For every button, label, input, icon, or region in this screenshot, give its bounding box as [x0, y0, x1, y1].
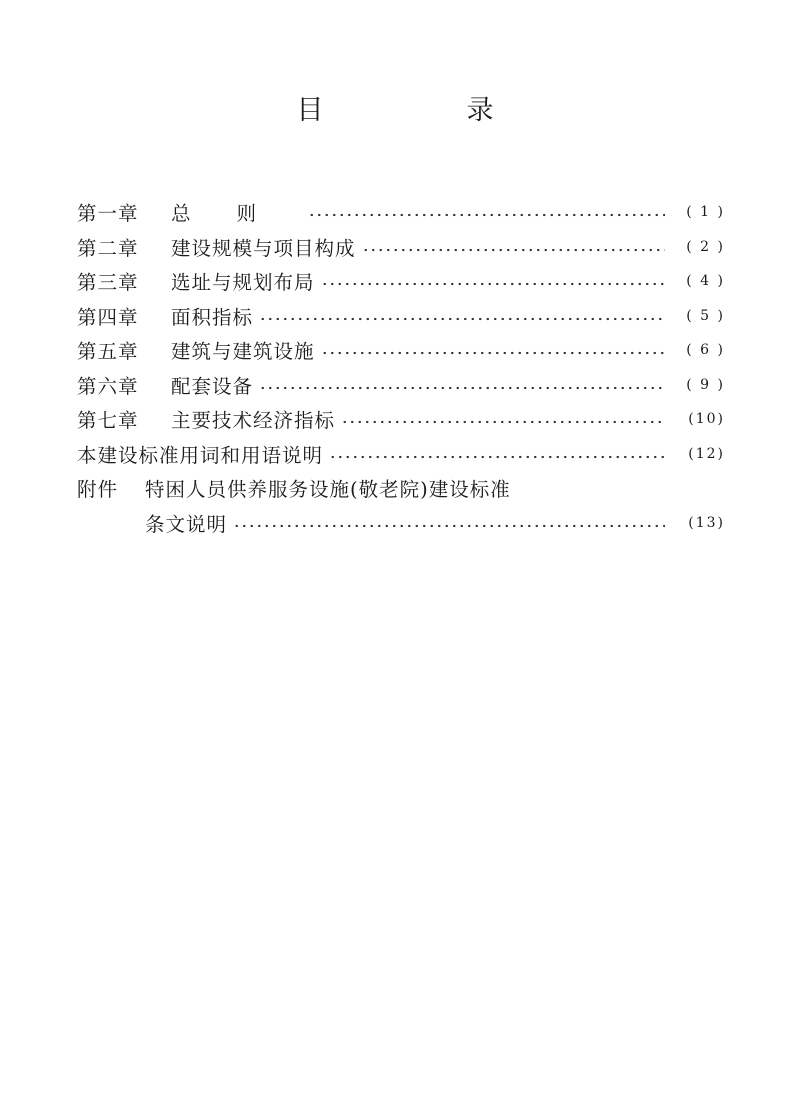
page-number: ( 6 ) [686, 342, 725, 359]
toc-entry-terms[interactable] [77, 437, 725, 472]
dot-leader [321, 350, 665, 356]
dot-leader [341, 419, 665, 425]
toc-entry-chapter-6[interactable] [77, 368, 725, 403]
toc-entry-appendix[interactable] [77, 506, 725, 541]
chapter-title: 建设规模与项目构成 [171, 236, 356, 260]
chapter-number: 第二章 [77, 236, 139, 260]
chapter-title: 面积指标 [171, 305, 254, 329]
toc-entry-chapter-1[interactable] [77, 195, 725, 230]
page-title: 目 录 [296, 95, 552, 126]
dot-leader [329, 454, 665, 460]
entry-title: 本建设标准用词和用语说明 [77, 443, 324, 467]
chapter-title: 选址与规划布局 [171, 271, 315, 295]
toc-entry-chapter-7[interactable] [77, 402, 725, 437]
page-number: (12) [688, 445, 725, 462]
page-number: ( 9 ) [686, 376, 725, 393]
page-number: ( 2 ) [686, 238, 725, 255]
toc-entry-chapter-3[interactable] [77, 264, 725, 299]
chapter-number: 第六章 [77, 374, 139, 398]
page-number: (10) [688, 411, 725, 428]
appendix-title: 特困人员供养服务设施(敬老院)建设标准 [145, 478, 511, 502]
toc-entry-chapter-4[interactable] [77, 299, 725, 334]
page-number: ( 1 ) [686, 204, 725, 221]
appendix-subtitle: 条文说明 [145, 512, 228, 536]
toc-entry-chapter-2[interactable] [77, 230, 725, 265]
toc-entry-chapter-5[interactable] [77, 333, 725, 368]
chapter-number: 第一章 [77, 202, 139, 226]
chapter-number: 第五章 [77, 340, 139, 364]
table-of-contents [77, 195, 725, 540]
chapter-number: 第三章 [77, 271, 139, 295]
dot-leader [233, 523, 665, 529]
dot-leader [308, 212, 665, 218]
chapter-title: 建筑与建筑设施 [171, 340, 315, 364]
dot-leader [259, 385, 665, 391]
page-number: ( 4 ) [686, 273, 725, 290]
dot-leader [259, 316, 665, 322]
page-number: ( 5 ) [686, 307, 725, 324]
chapter-title: 配套设备 [171, 374, 254, 398]
chapter-number: 第七章 [77, 409, 139, 433]
chapter-number: 第四章 [77, 305, 139, 329]
chapter-title: 总则 [171, 202, 303, 226]
page-number: (13) [688, 514, 725, 531]
dot-leader [362, 247, 665, 253]
appendix-label: 附件 [77, 478, 119, 502]
dot-leader [321, 281, 665, 287]
toc-entry-appendix-heading[interactable] [77, 471, 725, 506]
chapter-title: 主要技术经济指标 [171, 409, 336, 433]
